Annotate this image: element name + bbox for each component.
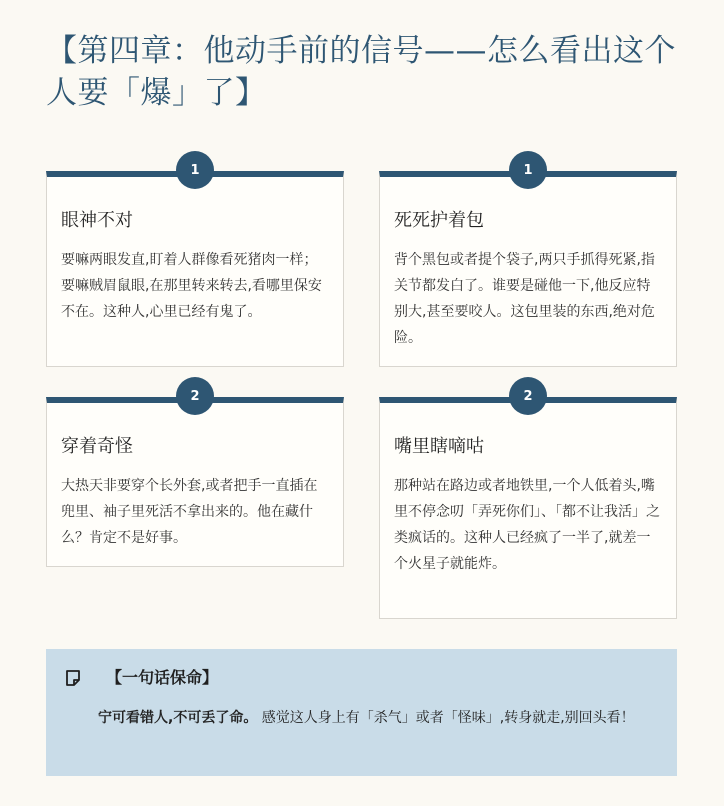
- tip-box: [46, 649, 677, 776]
- signal-card: [379, 388, 677, 619]
- step-number-badge: 1: [509, 151, 547, 189]
- page-title: 【第四章：他动手前的信号——怎么看出这个人要「爆」了】: [46, 33, 676, 111]
- card-heading: 穿着奇怪: [61, 436, 133, 457]
- tip-text: 感觉这人身上有「杀气」或者「怪味」,转身就走,别回头看！: [257, 710, 635, 726]
- card-body: 要嘛两眼发直,盯着人群像看死猪肉一样；要嘛贼眉鼠眼,在那里转来转去,看哪里保安不在。这种人,心里已经有鬼了。: [61, 252, 322, 320]
- signal-card: [46, 162, 344, 367]
- step-number-badge: 2: [509, 377, 547, 415]
- signal-card: [379, 162, 677, 367]
- tip-body: [98, 705, 658, 731]
- card-heading: 嘴里瞎嘀咕: [394, 436, 484, 457]
- note-icon: [64, 669, 82, 687]
- card-body: 那种站在路边或者地铁里,一个人低着头,嘴里不停念叨「弄死你们」、「都不让我活」之类疯话的。这种人已经疯了一半了,就差一个火星子就能炸。: [394, 478, 660, 572]
- step-number-badge: 2: [176, 377, 214, 415]
- card-body: 背个黑包或者提个袋子,两只手抓得死紧,指关节都发白了。谁要是碰他一下,他反应特别大,甚至要咬人。这包里装的东西,绝对危险。: [394, 252, 655, 346]
- tip-bold-text: 宁可看错人,不可丢了命。: [98, 710, 258, 726]
- step-number-badge: 1: [176, 151, 214, 189]
- card-heading: 死死护着包: [394, 210, 484, 231]
- tip-heading: 【一句话保命】: [106, 668, 219, 687]
- card-body: 大热天非要穿个长外套,或者把手一直插在兜里、袖子里死活不拿出来的。他在藏什么？肯定不是好事。: [61, 478, 318, 546]
- signal-card: [46, 388, 344, 567]
- card-heading: 眼神不对: [61, 210, 133, 231]
